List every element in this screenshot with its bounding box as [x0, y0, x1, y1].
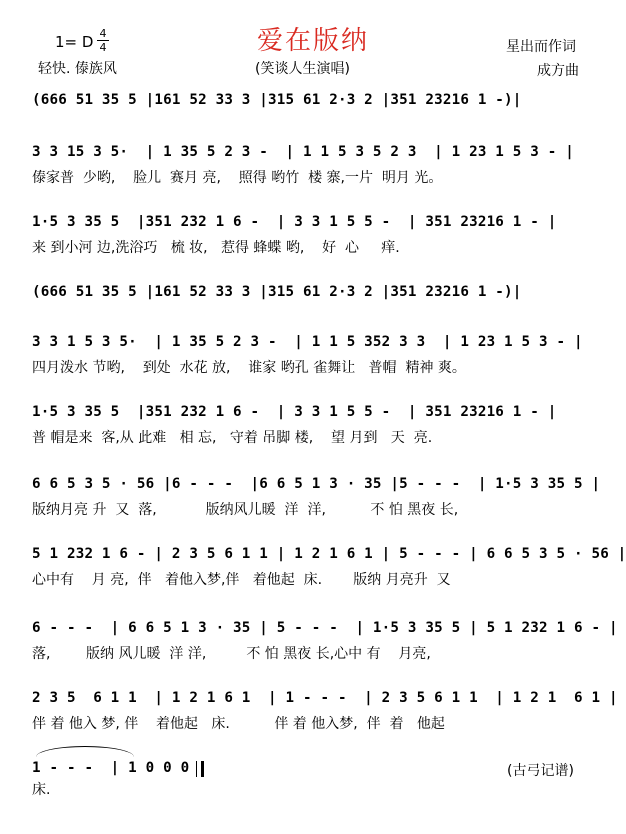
lyric-row-2: 傣家普 少哟, 脸儿 赛月 亮, 照得 哟竹 楼 寨,一片 明月 光。 — [32, 170, 443, 186]
notation-row-5: 3 3 1 5 3 5· | 1 35 5 2 3 - | 1 1 5 352 3 3 | 1 23 1 5 3 - | — [32, 334, 583, 350]
lyric-row-3: 来 到小河 边,洗浴巧 梳 妆, 惹得 蜂蝶 哟, 好 心 痒. — [32, 240, 400, 256]
meter-bottom: 4 — [99, 41, 107, 54]
notation-row-4: (666 51 35 5 |161 52 33 3 |315 61 2·3 2 |351 23216 1 -)| — [32, 284, 522, 300]
notation-row-11: 1 - - - | 1 0 0 0 — [32, 760, 199, 776]
notation-row-7: 6 6 5 3 5 · 56 |6 - - - |6 6 5 1 3 · 35 |5 - - - | 1·5 3 35 5 | — [32, 476, 601, 492]
lyric-row-6: 普 帽是来 客,从 此难 相 忘, 守着 吊脚 楼, 望 月到 天 亮. — [32, 430, 433, 446]
transcriber-note: (古弓记谱) — [507, 763, 574, 779]
notation-row-1: (666 51 35 5 |161 52 33 3 |315 61 2·3 2 |351 23216 1 -)| — [32, 92, 522, 108]
meter-top: 4 — [99, 27, 107, 40]
notation-row-10: 2 3 5 6 1 1 | 1 2 1 6 1 | 1 - - - | 2 3 5 6 1 1 | 1 2 1 6 1 | — [32, 690, 618, 706]
lyric-row-1 — [32, 114, 612, 134]
lyric-row-5: 四月泼水 节哟, 到处 水花 放, 谁家 哟孔 雀舞让 普帽 精神 爽。 — [32, 360, 466, 376]
lyricist-credit: 星出而作词 — [506, 39, 576, 55]
final-tie — [36, 746, 134, 757]
lyric-row-8: 心中有 月 亮, 伴 着他入梦,伴 着他起 床. 版纳 月亮升 又 — [32, 572, 451, 588]
key-signature: 1= D — [55, 33, 94, 51]
notation-row-8: 5 1 232 1 6 - | 2 3 5 6 1 1 | 1 2 1 6 1 | 5 - - - | 6 6 5 3 5 · 56 | — [32, 546, 626, 562]
lyric-row-11: 床. — [32, 782, 51, 798]
lyric-row-4 — [32, 306, 612, 326]
time-signature — [97, 28, 109, 53]
song-title: 爱在版纳 — [256, 26, 369, 56]
performer-note: (笑谈人生演唱) — [255, 61, 350, 77]
notation-row-6: 1·5 3 35 5 |351 232 1 6 - | 3 3 1 5 5 - | 351 23216 1 - | — [32, 404, 557, 420]
notation-row-3: 1·5 3 35 5 |351 232 1 6 - | 3 3 1 5 5 - | 351 23216 1 - | — [32, 214, 557, 230]
lyric-row-10: 伴 着 他入 梦, 伴 着他起 床. 伴 着 他入梦, 伴 着 他起 — [32, 716, 445, 732]
tempo-marking: 轻快. 傣族风 — [38, 61, 117, 77]
final-barline — [196, 761, 204, 777]
notation-row-9: 6 - - - | 6 6 5 1 3 · 35 | 5 - - - | 1·5 3 35 5 | 5 1 232 1 6 - | — [32, 620, 618, 636]
lyric-row-7: 版纳月亮 升 又 落, 版纳风儿暖 洋 洋, 不 怕 黑夜 长, — [32, 502, 459, 518]
notation-row-2: 3 3 15 3 5· | 1 35 5 2 3 - | 1 1 5 3 5 2 3 | 1 23 1 5 3 - | — [32, 144, 574, 160]
lyric-row-9: 落, 版纳 风儿暖 洋 洋, 不 怕 黑夜 长,心中 有 月亮, — [32, 646, 431, 662]
composer-credit: 成方曲 — [537, 63, 579, 79]
